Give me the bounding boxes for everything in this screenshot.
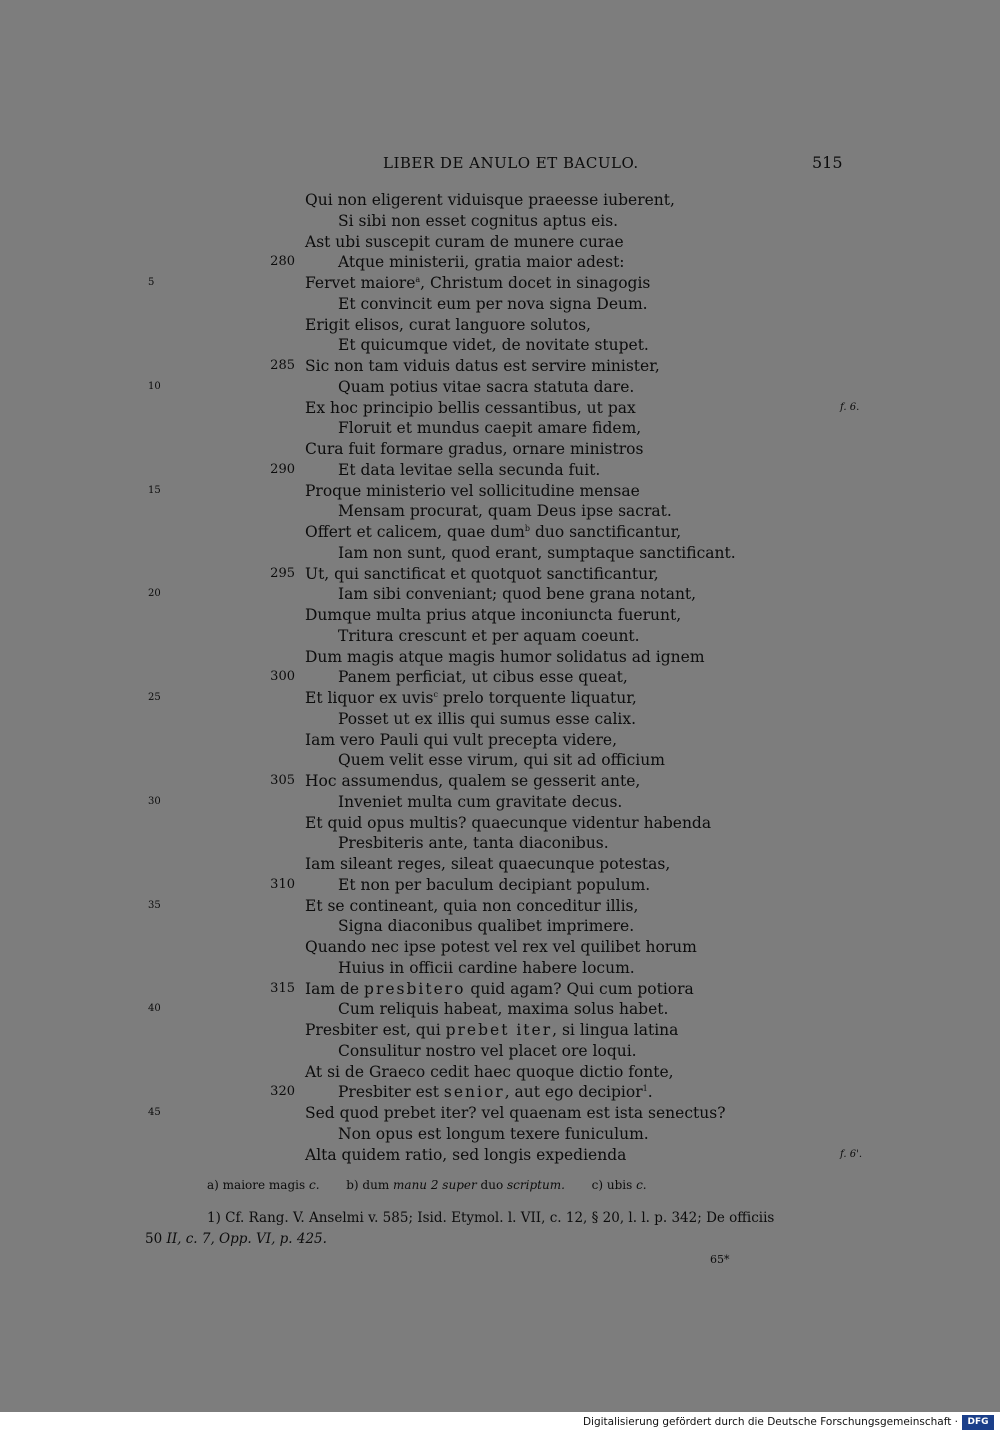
verse-line-text <box>338 667 628 688</box>
margin-line-number: 40 <box>148 1003 161 1015</box>
verse-text: Sed quod prebet iter? vel quaenam est ista senectus? <box>305 1104 726 1122</box>
apparatus-b: b) dum manu 2 super duo scriptum. <box>346 1178 565 1192</box>
verse-text: Mensam procurat, quam Deus ipse sacrat. <box>338 502 672 521</box>
verse-line <box>0 1020 1000 1041</box>
verse-text: Proque ministerio vel sollicitudine mensae <box>305 481 640 500</box>
verse-line-text <box>305 439 643 460</box>
verse-text <box>0 190 1000 1165</box>
verse-number: 305 <box>270 773 295 788</box>
footnote-line-number: 50 <box>145 1231 163 1247</box>
verse-text: Presbiter est, qui <box>305 1021 446 1039</box>
verse-text: Iam vero Pauli qui vult precepta videre, <box>305 730 618 749</box>
verse-line-text <box>338 418 641 439</box>
verse-line <box>0 356 1000 377</box>
verse-text: Presbiter est <box>338 1083 444 1102</box>
verse-line <box>0 439 1000 460</box>
verse-line-text <box>305 688 637 709</box>
margin-line-number: 5 <box>148 277 155 288</box>
verse-line <box>0 190 1000 211</box>
verse-line <box>0 501 1000 522</box>
apparatus-c: c) ubis c. <box>591 1178 647 1192</box>
verse-text: Iam non sunt, quod erant, sumptaque sanctificant. <box>338 543 736 562</box>
verse-text: Fervet maiore <box>305 274 416 292</box>
verse-line <box>0 771 1000 792</box>
verse-sup: b <box>524 523 531 533</box>
verse-line <box>0 1062 1000 1083</box>
verse-line <box>0 211 1000 232</box>
verse-line-text <box>338 875 650 896</box>
page-number: 515 <box>812 153 843 172</box>
verse-number: 295 <box>270 565 295 581</box>
verse-line <box>0 709 1000 730</box>
verse-text: Hoc assumendus, qualem se gesserit ante, <box>305 772 641 790</box>
verse-line-text <box>305 398 636 419</box>
verse-line <box>0 813 1000 834</box>
margin-line-number: 45 <box>148 1107 161 1118</box>
verse-text: Floruit et mundus caepit amare fidem, <box>338 419 642 438</box>
verse-number: 310 <box>270 876 295 892</box>
verse-text: Consulitur nostro vel placet ore loqui. <box>338 1041 637 1060</box>
verse-line <box>0 377 1000 398</box>
verse-line-text <box>338 792 622 813</box>
verse-text: Alta quidem ratio, sed longis expedienda <box>305 1145 627 1164</box>
margin-line-number: 10 <box>148 380 161 392</box>
verse-line <box>0 854 1000 875</box>
footnote-1-text: II, c. 7, Opp. VI, p. 425. <box>166 1231 327 1247</box>
verse-text: Tritura crescunt et per aquam coeunt. <box>338 626 640 645</box>
verse-line-text <box>305 605 681 626</box>
verse-line <box>0 315 1000 336</box>
verse-line <box>0 833 1000 854</box>
verse-text: Presbiteris ante, tanta diaconibus. <box>338 834 609 853</box>
verse-line-text <box>305 937 697 958</box>
verse-line <box>0 1103 1000 1124</box>
verse-line-text <box>305 273 650 294</box>
verse-line <box>0 460 1000 481</box>
verse-text: Signa diaconibus qualibet imprimere. <box>338 917 635 936</box>
verse-line-text <box>338 543 736 564</box>
verse-line-text <box>305 1145 626 1166</box>
verse-line <box>0 792 1000 813</box>
folio-mark: f. 6. <box>840 401 860 413</box>
verse-line <box>0 750 1000 771</box>
signature-mark: 65* <box>710 1253 730 1266</box>
verse-text-after: quid agam? Qui cum potiora <box>465 979 694 998</box>
verse-line-text <box>305 1020 678 1041</box>
margin-line-number: 25 <box>148 692 161 703</box>
margin-line-number: 30 <box>148 795 161 807</box>
verse-line <box>0 418 1000 439</box>
verse-line-text <box>305 896 638 917</box>
verse-sup-end: 1 <box>642 1084 648 1094</box>
verse-text: Sic non tam viduis datus est servire minister, <box>305 357 660 375</box>
verse-line-text <box>305 481 640 502</box>
verse-text: At si de Graeco cedit haec quoque dictio fonte, <box>305 1062 674 1081</box>
verse-line <box>0 688 1000 709</box>
verse-text: Huius in officii cardine habere locum. <box>338 958 635 977</box>
verse-line <box>0 647 1000 668</box>
running-title: LIBER DE ANULO ET BACULO. <box>383 154 639 172</box>
verse-line-text <box>338 958 635 979</box>
verse-text: Quam potius vitae sacra statuta dare. <box>338 377 635 396</box>
verse-line <box>0 564 1000 585</box>
verse-line-text <box>305 1062 674 1083</box>
verse-line-text <box>305 356 660 377</box>
verse-text: Quando nec ipse potest vel rex vel quilibet horum <box>305 938 697 956</box>
verse-text: Inveniet multa cum gravitate decus. <box>338 792 623 811</box>
verse-line-text <box>338 1041 637 1062</box>
verse-line-text <box>305 771 640 792</box>
verse-text-after: , si lingua latina <box>552 1021 679 1039</box>
verse-text: Iam sileant reges, sileat quaecunque potestas, <box>305 855 671 873</box>
verse-line-text <box>338 750 665 771</box>
verse-line-text <box>305 647 705 668</box>
verse-line-text <box>338 709 636 730</box>
verse-line-text <box>305 315 591 336</box>
verse-line-text <box>338 833 609 854</box>
verse-text: Et se contineant, quia non conceditur illis, <box>305 896 639 915</box>
verse-line-text <box>338 584 696 605</box>
verse-text: Iam de <box>305 979 365 998</box>
verse-line-text <box>338 460 600 481</box>
verse-line <box>0 667 1000 688</box>
verse-text: Cura fuit formare gradus, ornare ministros <box>305 440 644 458</box>
verse-line-text <box>305 730 617 751</box>
verse-text: Panem perficiat, ut cibus esse queat, <box>338 668 628 687</box>
footnote-1-cont <box>145 1231 327 1247</box>
verse-line <box>0 999 1000 1020</box>
verse-text-after: , aut ego decipior <box>504 1083 643 1102</box>
verse-line-text <box>338 916 634 937</box>
verse-sup: a <box>415 274 421 284</box>
verse-line-text <box>338 335 649 356</box>
verse-line <box>0 294 1000 315</box>
verse-line-text <box>338 377 634 398</box>
verse-text: Iam sibi conveniant; quod bene grana notant, <box>338 585 697 604</box>
verse-text: Dumque multa prius atque inconiuncta fuerunt, <box>305 606 682 624</box>
verse-text: Et liquor ex uvis <box>305 689 434 707</box>
verse-text: Posset ut ex illis qui sumus esse calix. <box>338 709 637 728</box>
verse-number: 290 <box>270 461 295 477</box>
verse-line <box>0 937 1000 958</box>
verse-line <box>0 232 1000 253</box>
verse-line <box>0 398 1000 419</box>
verse-text-after: prelo torquente liquatur, <box>437 689 637 707</box>
verse-number: 280 <box>270 254 295 270</box>
verse-line <box>0 481 1000 502</box>
verse-sup: c <box>433 689 438 699</box>
verse-line-text <box>305 813 711 834</box>
verse-line-text <box>305 564 659 585</box>
verse-text: Et convincit eum per nova signa Deum. <box>338 294 648 313</box>
margin-line-number: 15 <box>148 484 161 496</box>
verse-line <box>0 958 1000 979</box>
verse-line-text <box>338 252 625 273</box>
verse-line <box>0 1082 1000 1103</box>
verse-spaced: presbitero <box>364 979 466 998</box>
verse-line <box>0 875 1000 896</box>
margin-line-number: 20 <box>148 588 161 600</box>
verse-text: Et non per baculum decipiant populum. <box>338 875 651 894</box>
apparatus-a: a) maiore magis c. <box>207 1178 320 1192</box>
verse-text: Et data levitae sella secunda fuit. <box>338 460 601 479</box>
verse-text: Ast ubi suscepit curam de munere curae <box>305 232 624 251</box>
verse-line <box>0 543 1000 564</box>
verse-line <box>0 273 1000 294</box>
verse-number: 285 <box>270 358 295 373</box>
verse-line-text <box>338 294 648 315</box>
verse-line <box>0 896 1000 917</box>
verse-text: Et quid opus multis? quaecunque videntur habenda <box>305 813 712 832</box>
verse-line-text <box>338 211 618 232</box>
verse-line-text <box>305 979 694 1000</box>
dfg-logo: DFG <box>962 1415 994 1430</box>
verse-line-text <box>338 1082 653 1103</box>
verse-line-text <box>338 626 640 647</box>
margin-line-number: 35 <box>148 899 161 911</box>
verse-line <box>0 584 1000 605</box>
verse-text: Offert et calicem, quae dum <box>305 523 525 541</box>
verse-text-after: duo sanctificantur, <box>530 523 682 541</box>
verse-line <box>0 252 1000 273</box>
verse-text: Si sibi non esset cognitus aptus eis. <box>338 211 619 230</box>
verse-line-text <box>338 999 668 1020</box>
verse-line-text <box>338 1124 649 1145</box>
verse-line-text <box>305 522 681 543</box>
verse-line <box>0 1124 1000 1145</box>
page-header <box>0 154 1000 176</box>
verse-line <box>0 730 1000 751</box>
verse-number: 320 <box>270 1084 295 1100</box>
footnote-1: 1) Cf. Rang. V. Anselmi v. 585; Isid. Etymol. l. VII, c. 12, § 20, l. l. p. 342; De officiis <box>207 1210 775 1226</box>
verse-text: Et quicumque videt, de novitate stupet. <box>338 336 649 355</box>
verse-text: Non opus est longum texere funiculum. <box>338 1124 649 1143</box>
folio-mark: f. 6'. <box>840 1148 862 1160</box>
verse-line <box>0 1041 1000 1062</box>
verse-number: 315 <box>270 980 295 996</box>
verse-spaced: senior <box>443 1083 505 1102</box>
verse-number: 300 <box>270 669 295 685</box>
verse-text: Dum magis atque magis humor solidatus ad ignem <box>305 647 705 666</box>
verse-line-text <box>305 190 675 211</box>
verse-spaced: prebet iter <box>445 1021 553 1039</box>
verse-line <box>0 979 1000 1000</box>
verse-text: Cum reliquis habeat, maxima solus habet. <box>338 1000 669 1019</box>
verse-line <box>0 626 1000 647</box>
verse-text: Erigit elisos, curat languore solutos, <box>305 315 591 334</box>
verse-text: Qui non eligerent viduisque praeesse iuberent, <box>305 191 675 209</box>
verse-text: Ut, qui sanctificat et quotquot sanctificantur, <box>305 564 659 583</box>
verse-line-text <box>305 232 624 253</box>
verse-text: Quem velit esse virum, qui sit ad officium <box>338 751 665 770</box>
verse-text: Atque ministerii, gratia maior adest: <box>338 253 625 272</box>
verse-line <box>0 1145 1000 1166</box>
verse-text-after: , Christum docet in sinagogis <box>420 274 651 292</box>
verse-line-text <box>305 854 670 875</box>
verse-line <box>0 522 1000 543</box>
verse-line <box>0 605 1000 626</box>
verse-line <box>0 916 1000 937</box>
critical-apparatus <box>207 1178 647 1192</box>
verse-line-text <box>305 1103 726 1124</box>
verse-text-end: . <box>647 1083 653 1102</box>
verse-line <box>0 335 1000 356</box>
footer-text: Digitalisierung gefördert durch die Deutsche Forschungsgemeinschaft · <box>582 1416 958 1428</box>
verse-line-text <box>338 501 672 522</box>
footer-bar <box>0 1412 1000 1434</box>
verse-text: Ex hoc principio bellis cessantibus, ut pax <box>305 398 636 417</box>
